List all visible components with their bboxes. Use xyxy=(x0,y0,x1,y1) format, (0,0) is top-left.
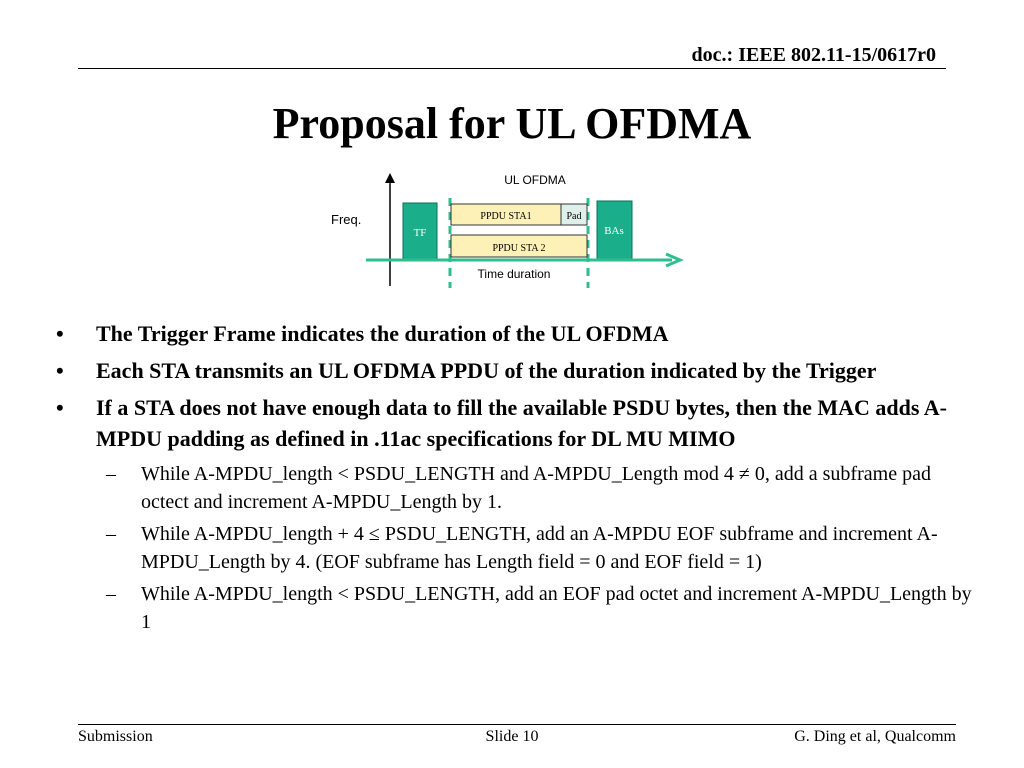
footer-slide-number: Slide 10 xyxy=(485,728,539,745)
sub-bullet-item xyxy=(96,520,982,576)
ul-ofdma-diagram xyxy=(320,166,700,294)
pad-label: Pad xyxy=(566,211,582,222)
footer-submission: Submission xyxy=(78,728,153,745)
ppdu-sta1-label: PPDU STA1 xyxy=(480,211,532,222)
sub-bullet-text: While A-MPDU_length < PSDU_LENGTH, add an EOF pad octet and increment A-MPDU_Length by 1 xyxy=(141,583,972,633)
sub-bullet-marker: – xyxy=(106,583,116,605)
bullet-text: Each STA transmits an UL OFDMA PPDU of the duration indicated by the Trigger xyxy=(96,358,877,383)
sub-bullet-list xyxy=(52,460,982,636)
diagram-svg xyxy=(320,166,700,294)
bullet-item xyxy=(52,392,982,454)
footer-divider xyxy=(78,724,956,725)
diagram-title: UL OFDMA xyxy=(504,173,566,187)
bullet-marker: • xyxy=(56,321,64,346)
bas-label: BAs xyxy=(604,225,624,237)
bullet-text: If a STA does not have enough data to fill the available PSDU bytes, then the MAC adds A-MPDU padding as defined in .11ac specifications for DL MU MIMO xyxy=(96,395,947,451)
sub-bullet-marker: – xyxy=(106,523,116,545)
freq-axis-arrowhead xyxy=(385,173,395,183)
bullet-text: The Trigger Frame indicates the duration of the UL OFDMA xyxy=(96,321,669,346)
tf-label: TF xyxy=(413,227,427,239)
bullet-item xyxy=(52,355,982,386)
footer-authors: G. Ding et al, Qualcomm xyxy=(794,728,956,745)
sub-bullet-item xyxy=(96,460,982,516)
bullet-marker: • xyxy=(56,395,64,420)
bullet-marker: • xyxy=(56,358,64,383)
bullet-item xyxy=(52,318,982,349)
header-divider xyxy=(78,68,946,69)
sub-bullet-group xyxy=(52,460,982,636)
sub-bullet-marker: – xyxy=(106,463,116,485)
document-id: doc.: IEEE 802.11-15/0617r0 xyxy=(691,44,936,66)
slide-title: Proposal for UL OFDMA xyxy=(272,99,752,148)
ppdu-sta2-label: PPDU STA 2 xyxy=(492,243,546,254)
time-axis-label: Time duration xyxy=(477,267,551,281)
sub-bullet-item xyxy=(96,580,982,636)
sub-bullet-text: While A-MPDU_length < PSDU_LENGTH and A-MPDU_Length mod 4 ≠ 0, add a subframe pad octect and increment A-MPDU_Length by 1. xyxy=(141,463,931,513)
freq-axis-label: Freq. xyxy=(331,212,362,227)
bullet-list xyxy=(52,318,982,640)
sub-bullet-text: While A-MPDU_length + 4 ≤ PSDU_LENGTH, add an A-MPDU EOF subframe and increment A-MPDU_Length by 4. (EOF subframe has Length field = 0 and EOF field = 1) xyxy=(141,523,938,573)
